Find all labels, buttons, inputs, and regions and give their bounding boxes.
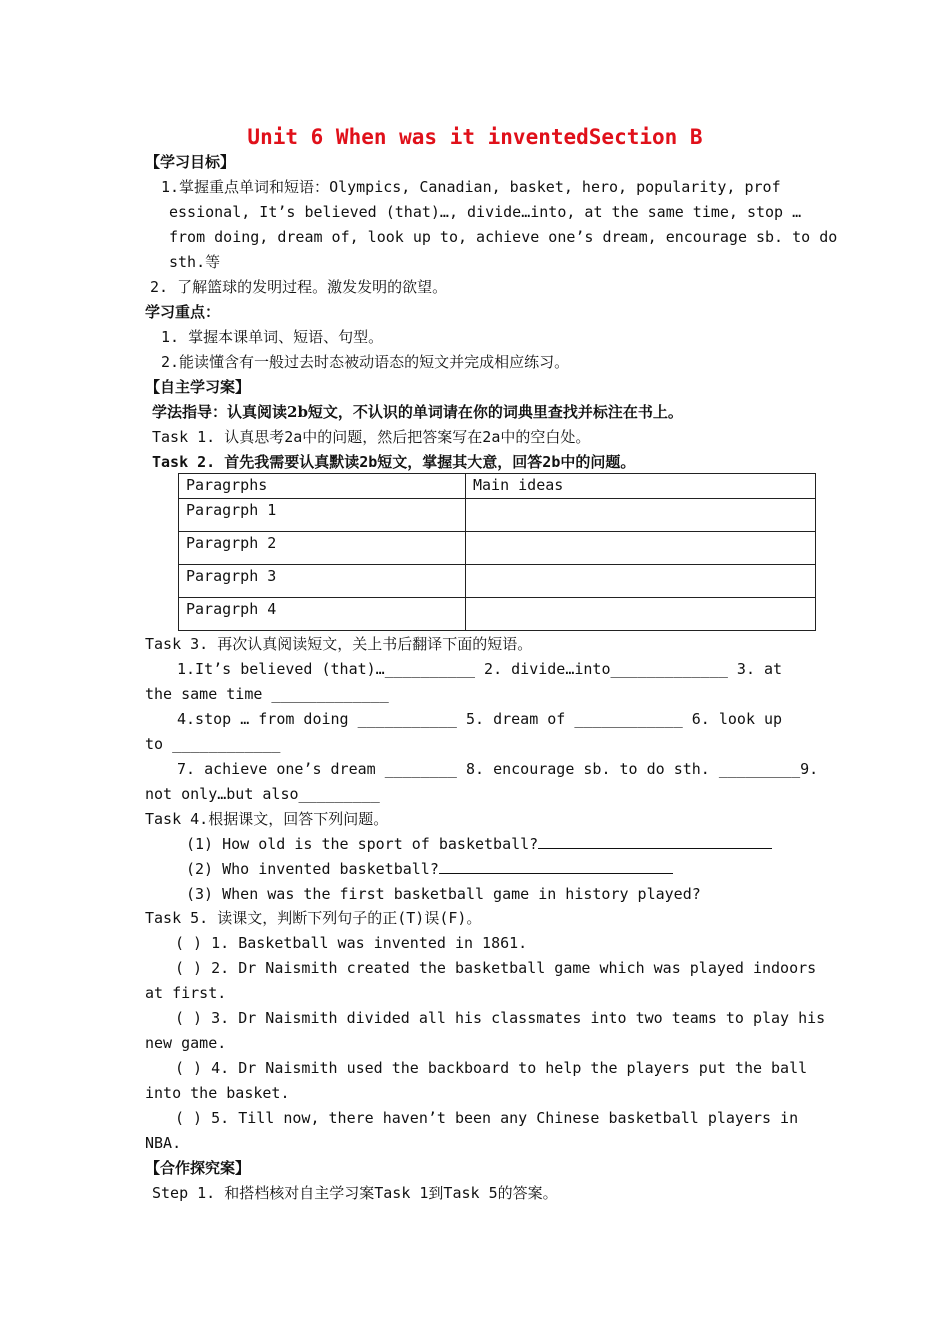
coop-heading: 【合作探究案】 (145, 1159, 251, 1177)
true-false-item-cont: at first. (145, 984, 227, 1002)
method-guide: 学法指导：认真阅读2b短文，不认识的单词请在你的词典里查找并标注在书上。 (152, 403, 683, 421)
table-row (179, 532, 816, 565)
true-false-item: ( ) 4. Dr Naismith used the backboard to help the players put the ball (175, 1059, 808, 1077)
true-false-item: ( ) 1. Basketball was invented in 1861. (175, 934, 528, 952)
key-item-1: 1. 掌握本课单词、短语、句型。 (161, 328, 384, 346)
table-cell: Paragrph 4 (179, 598, 466, 631)
task-3-line: not only…but also_________ (145, 785, 380, 803)
true-false-item: ( ) 2. Dr Naismith created the basketball game which was played indoors (175, 959, 817, 977)
task-3-line: to ____________ (145, 735, 281, 753)
goals-item-1-cont: from doing, dream of, look up to, achieve one’s dream, encourage sb. to do (169, 228, 838, 246)
true-false-item-cont: into the basket. (145, 1084, 290, 1102)
table-cell-empty[interactable] (466, 565, 816, 598)
table-cell-empty[interactable] (466, 598, 816, 631)
true-false-item-cont: new game. (145, 1034, 227, 1052)
table-cell-empty[interactable] (466, 532, 816, 565)
task-4-question (186, 834, 772, 854)
true-false-item-cont: NBA. (145, 1134, 182, 1152)
table-cell: Paragrph 1 (179, 499, 466, 532)
question-text: (2) Who invented basketball? (186, 860, 439, 878)
question-text: (1) How old is the sport of basketball? (186, 835, 539, 853)
table-cell: Paragrph 3 (179, 565, 466, 598)
task-3-heading: Task 3. 再次认真阅读短文，关上书后翻译下面的短语。 (145, 635, 533, 653)
task-4-heading: Task 4.根据课文，回答下列问题。 (145, 810, 389, 828)
task-2: Task 2. 首先我需要认真默读2b短文，掌握其大意，回答2b中的问题。 (152, 453, 636, 471)
table-cell-empty[interactable] (466, 499, 816, 532)
task-4-question (186, 859, 673, 879)
page-title: Unit 6 When was it inventedSection B (247, 125, 703, 149)
goals-item-2: 2. 了解篮球的发明过程。激发发明的欲望。 (150, 278, 448, 296)
true-false-item: ( ) 5. Till now, there haven’t been any Chinese basketball players in (175, 1109, 799, 1127)
task-3-line: the same time _____________ (145, 685, 389, 703)
task-4-question: (3) When was the first basketball game in history played? (186, 885, 701, 903)
task-3-line: 4.stop … from doing ___________ 5. dream of ____________ 6. look up (177, 710, 783, 728)
paragraph-table (178, 473, 816, 631)
task-5-heading: Task 5. 读课文，判断下列句子的正(T)误(F)。 (145, 909, 482, 927)
table-header: Main ideas (466, 474, 816, 499)
goals-item-1-cont: sth.等 (169, 253, 221, 271)
goals-item-1: 1.掌握重点单词和短语：Olympics, Canadian, basket, hero, popularity, prof (161, 178, 781, 196)
table-cell: Paragrph 2 (179, 532, 466, 565)
goals-item-1-cont: essional, It’s believed (that)…, divide…into, at the same time, stop … (169, 203, 802, 221)
self-study-heading: 【自主学习案】 (145, 378, 251, 396)
task-3-line: 7. achieve one’s dream ________ 8. encourage sb. to do sth. _________9. (177, 760, 819, 778)
task-3-line: 1.It’s believed (that)…__________ 2. divide…into_____________ 3. at (177, 660, 783, 678)
table-header: Paragrphs (179, 474, 466, 499)
answer-line[interactable] (439, 859, 673, 874)
table-header-row (179, 474, 816, 499)
key-heading: 学习重点： (145, 303, 221, 321)
table-row (179, 499, 816, 532)
task-1: Task 1. 认真思考2a中的问题，然后把答案写在2a中的空白处。 (152, 428, 591, 446)
table-row (179, 598, 816, 631)
goals-heading: 【学习目标】 (145, 153, 236, 171)
answer-line[interactable] (538, 834, 772, 849)
step-1: Step 1. 和搭档核对自主学习案Task 1到Task 5的答案。 (152, 1184, 558, 1202)
table-row (179, 565, 816, 598)
key-item-2: 2.能读懂含有一般过去时态被动语态的短文并完成相应练习。 (161, 353, 570, 371)
true-false-item: ( ) 3. Dr Naismith divided all his classmates into two teams to play his (175, 1009, 826, 1027)
